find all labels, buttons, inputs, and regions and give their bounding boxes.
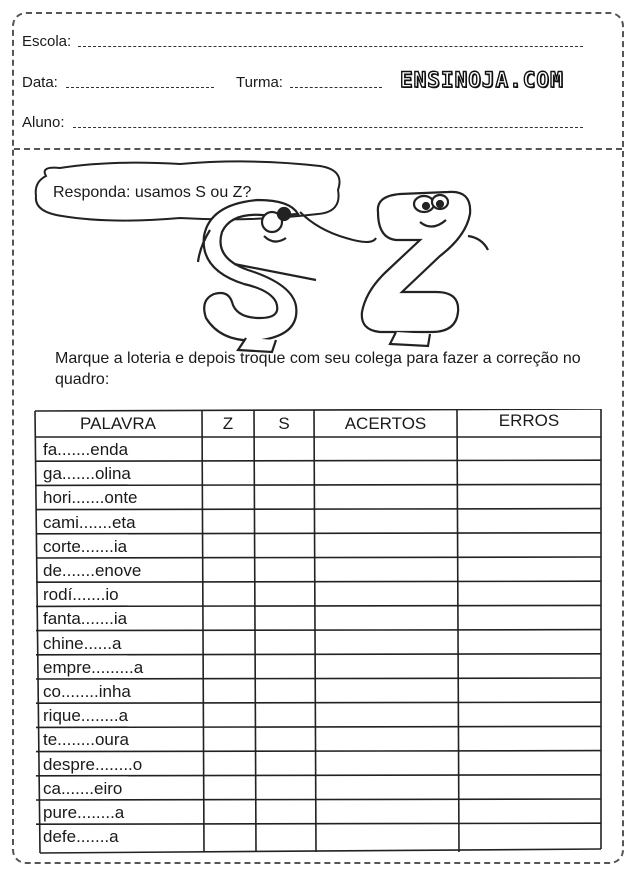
letter-z-character-icon xyxy=(362,192,488,346)
instruction-text: Marque a loteria e depois troque com seu colega para fazer a correção no quadro: xyxy=(55,350,581,388)
table-row-word: corte.......ia xyxy=(43,536,128,556)
table-row-word: chine......a xyxy=(43,633,122,653)
column-header-z: Z xyxy=(222,414,234,433)
data-label: Data: xyxy=(22,74,58,91)
table-row-word: co........inha xyxy=(43,682,131,701)
column-header-palavra: PALAVRA xyxy=(80,414,156,433)
table-row-word: fanta.......ia xyxy=(43,609,128,629)
site-logo: ENSINOJA.COM xyxy=(400,68,564,92)
column-header-erros: ERROS xyxy=(498,411,560,430)
speech-bubble-text: Responda: usamos S ou Z? xyxy=(53,184,252,201)
table-row-word: ca.......eiro xyxy=(43,778,123,798)
table-row-word: te........oura xyxy=(43,730,129,750)
table-row-word: cami.......eta xyxy=(43,512,136,532)
table-row-word: de.......enove xyxy=(43,561,142,580)
escola-label: Escola: xyxy=(22,33,72,50)
letter-s-character-icon xyxy=(198,200,316,352)
table-row-word: defe.......a xyxy=(43,827,119,847)
table-row-word: hori.......onte xyxy=(43,488,138,508)
column-header-acertos: ACERTOS xyxy=(344,414,427,433)
table-row-word: rique........a xyxy=(43,706,129,726)
table-row-word: empre.........a xyxy=(43,657,144,677)
table-row-word: despre........o xyxy=(43,754,143,774)
turma-label: Turma: xyxy=(236,74,283,91)
aluno-label: Aluno: xyxy=(22,114,65,131)
table-row-word: rodí.......io xyxy=(43,585,119,605)
column-header-s: S xyxy=(278,414,290,433)
table-row-word: fa.......enda xyxy=(43,440,129,459)
table-row-word: pure........a xyxy=(43,803,125,822)
table-row-word: ga.......olina xyxy=(43,464,131,484)
